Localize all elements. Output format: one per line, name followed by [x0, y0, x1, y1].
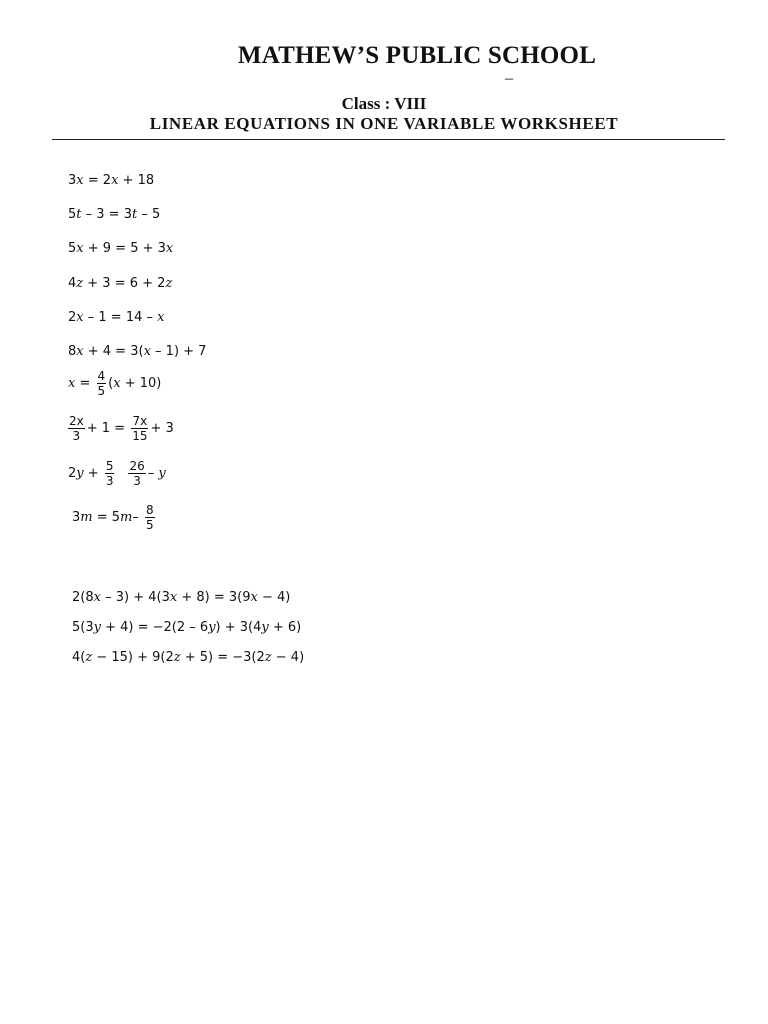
equation-13: 4(z − 15) + 9(2z + 5) = −3(2z − 4) [72, 650, 305, 665]
equation-9: 2y + $\frac{5}{3}$ $\frac{26}{3}$ – y [68, 459, 166, 488]
equation-12: 5(3y + 4) = −2(2 – 6y) + 3(4y + 6) [72, 620, 302, 635]
equation-2: 5t – 3 = 3t – 5 [68, 207, 161, 222]
worksheet-title: LINEAR EQUATIONS IN ONE VARIABLE WORKSHEET [149, 114, 619, 133]
header-dash: – [505, 70, 513, 87]
fraction: $\frac{4}{5}$ [97, 369, 106, 398]
equation-10: 3m = 5m– $\frac{8}{5}$ [72, 503, 154, 532]
equation-7: x = $\frac{4}{5}$ (x + 10) [68, 369, 162, 398]
equation-8: $\frac{2x}{3}$ + 1 = $\frac{7x}{15}$ + 3 [69, 414, 174, 443]
equation-4: 4z + 3 = 6 + 2z [68, 276, 173, 291]
header-divider [52, 139, 725, 140]
school-name: MATHEW’S PUBLIC SCHOOL [237, 42, 597, 69]
fraction: $\frac{26}{3}$ [129, 459, 145, 488]
fraction: $\frac{7x}{15}$ [132, 414, 148, 443]
equation-6: 8x + 4 = 3(x – 1) + 7 [68, 344, 207, 359]
equation-1: 3x = 2x + 18 [68, 173, 155, 188]
fraction: $\frac{2x}{3}$ [69, 414, 84, 443]
fraction: $\frac{8}{5}$ [146, 503, 154, 532]
fraction: $\frac{5}{3}$ [105, 459, 114, 488]
class-label: Class : VIII [341, 94, 427, 113]
equation-11: 2(8x – 3) + 4(3x + 8) = 3(9x − 4) [72, 590, 291, 605]
equation-5: 2x – 1 = 14 – x [68, 310, 165, 325]
equation-3: 5x + 9 = 5 + 3x [68, 241, 174, 256]
